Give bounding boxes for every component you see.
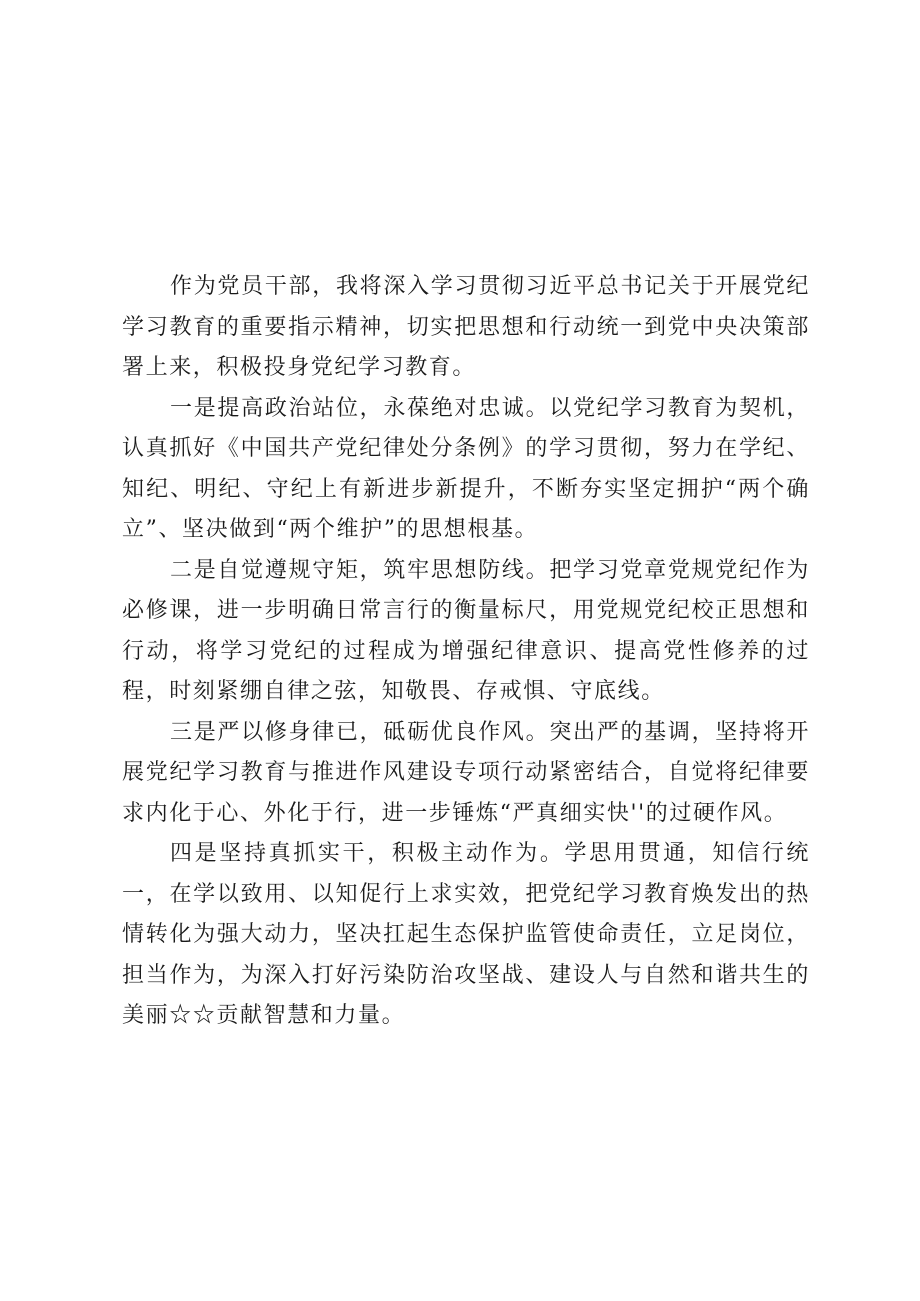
paragraph-point-1: 一是提高政治站位，永葆绝对忠诚。以党纪学习教育为契机，认真抓好《中国共产党纪律处分条例》的学习贯彻，努力在学纪、知纪、明纪、守纪上有新进步新提升，不断夯实坚定拥护“两个确立”、坚决做到“两个维护”的思想根基。	[122, 395, 810, 542]
paragraph-intro: 作为党员干部，我将深入学习贯彻习近平总书记关于开展党纪学习教育的重要指示精神，切实把思想和行动统一到党中央决策部署上来，积极投身党纪学习教育。	[122, 274, 810, 380]
document-body	[122, 267, 810, 1037]
paragraph-point-2: 二是自觉遵规守矩，筑牢思想防线。把学习党章党规党纪作为必修课，进一步明确日常言行的衡量标尺，用党规党纪校正思想和行动，将学习党纪的过程成为增强纪律意识、提高党性修养的过程，时刻紧绷自律之弦，知敬畏、存戒惧、守底线。	[122, 557, 810, 704]
paragraph-point-4: 四是坚持真抓实干，积极主动作为。学思用贯通，知信行统一，在学以致用、以知促行上求实效，把党纪学习教育焕发出的热情转化为强大动力，坚决扛起生态保护监管使命责任，立足岗位，担当作为，为深入打好污染防治攻坚战、建设人与自然和谐共生的美丽☆☆贡献智慧和力量。	[122, 841, 810, 1028]
paragraph-point-3: 三是严以修身律已，砥砺优良作风。突出严的基调，坚持将开展党纪学习教育与推进作风建设专项行动紧密结合，自觉将纪律要求内化于心、外化于行，进一步锤炼“严真细实快''的过硬作风。	[122, 719, 810, 826]
